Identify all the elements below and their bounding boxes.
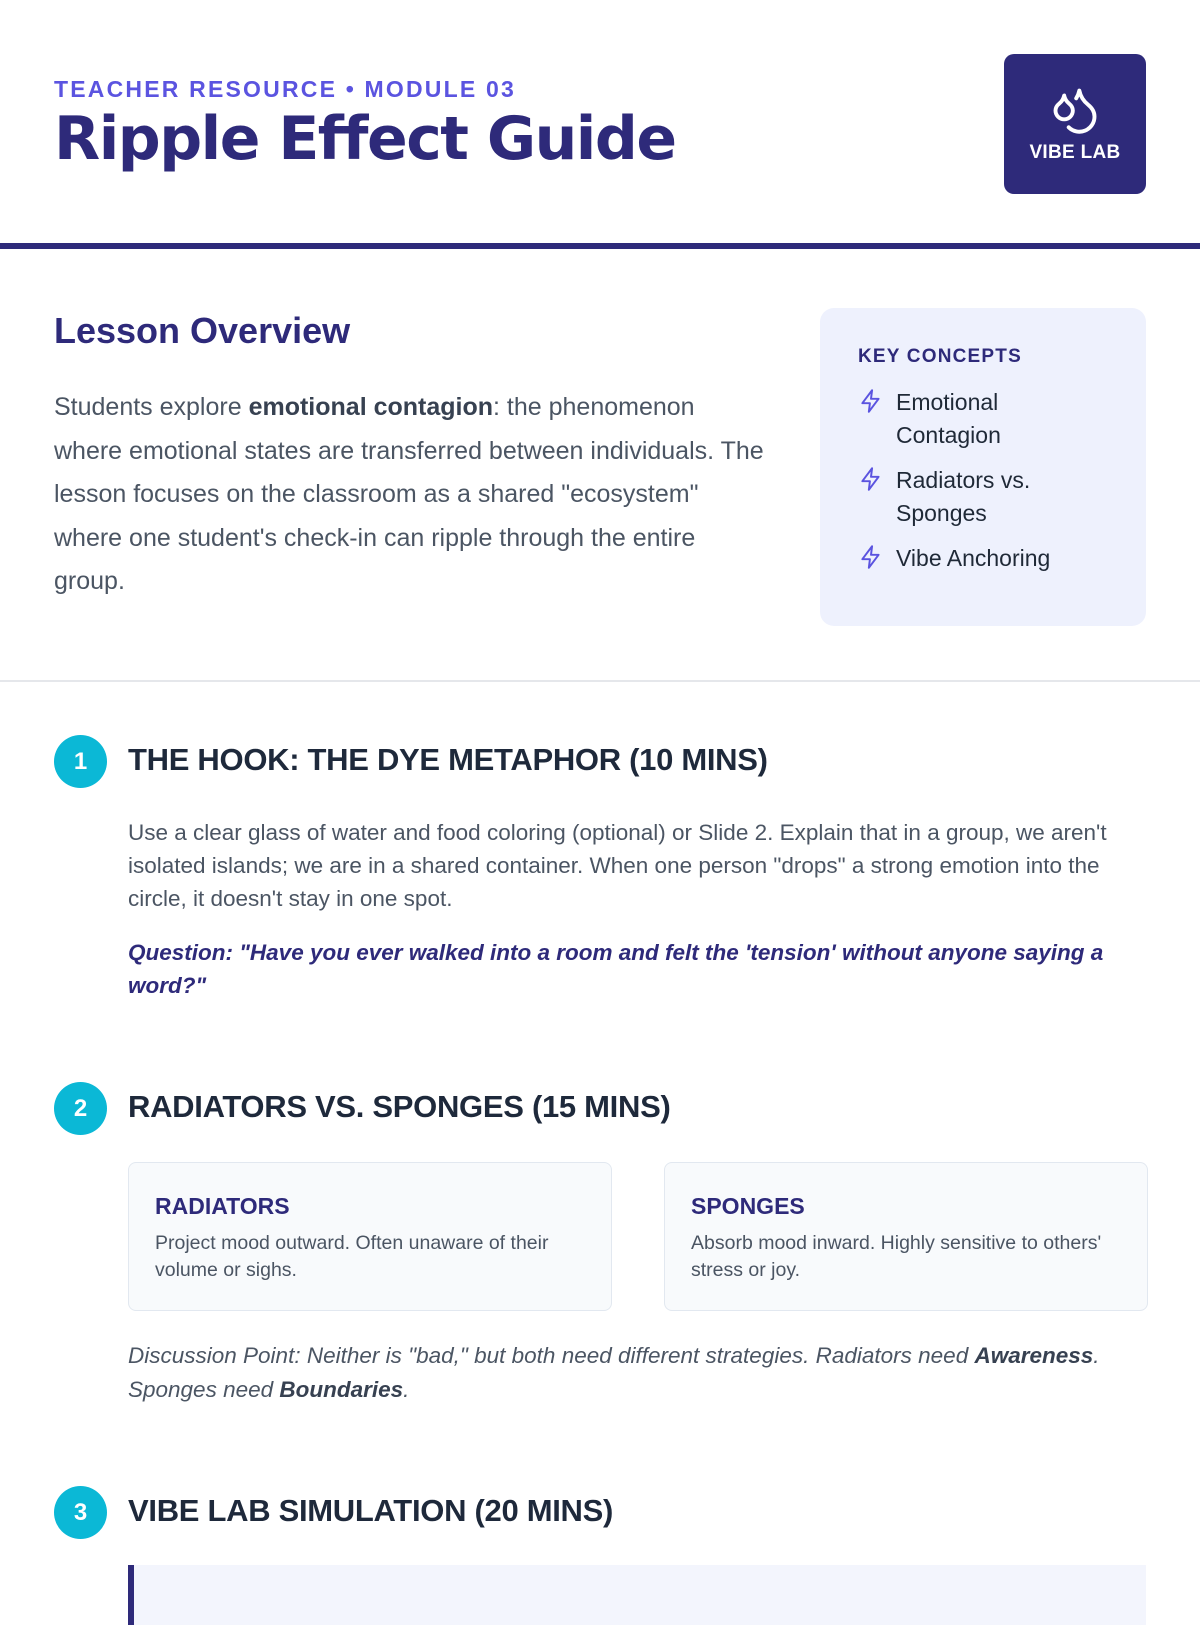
droplets-icon — [1049, 84, 1101, 136]
concept-item — [858, 386, 1108, 452]
concept-label: Vibe Anchoring — [896, 545, 1051, 571]
section-body: Use a clear glass of water and food coloring (optional) or Slide 2. Explain that in a group, we aren't isolated islands; we are in a shared container. When one person "drops" a strong emotion into the circle, it doesn't stay in one spot. — [128, 820, 1107, 911]
module-eyebrow: TEACHER RESOURCE • MODULE 03 — [54, 76, 516, 102]
concept-label: Emotional Contagion — [896, 389, 1001, 448]
simulation-callout-box — [128, 1565, 1146, 1625]
section-divider — [0, 680, 1200, 682]
overview-text-highlight: emotional contagion — [248, 393, 494, 421]
discussion-text: Discussion Point: Neither is "bad," but both need different strategies. Radiators need — [128, 1343, 975, 1368]
lightning-bolt-icon — [858, 466, 884, 492]
lightning-bolt-icon — [858, 388, 884, 414]
discussion-text: . — [403, 1376, 410, 1402]
page-header — [0, 0, 1200, 249]
overview-text — [54, 386, 764, 604]
card-text: Project mood outward. Often unaware of their volume or sighs. — [155, 1232, 549, 1281]
discussion-highlight: Awareness — [974, 1343, 1094, 1368]
logo-label: VIBE LAB — [1029, 142, 1121, 163]
radiators-card — [128, 1162, 612, 1311]
concept-item — [858, 464, 1108, 530]
card-title: RADIATORS — [155, 1193, 290, 1219]
section-title: RADIATORS VS. SPONGES (15 MINS) — [128, 1089, 671, 1124]
lightning-bolt-icon — [858, 544, 884, 570]
section-number-badge: 3 — [54, 1486, 107, 1539]
section-question: Question: "Have you ever walked into a room and felt the 'tension' without anyone saying a word?" — [128, 940, 1104, 998]
overview-text-start: Students explore — [54, 393, 249, 421]
page-title: Ripple Effect Guide — [54, 104, 676, 174]
key-concepts-label: KEY CONCEPTS — [858, 346, 1022, 367]
section-number-badge: 1 — [54, 735, 107, 788]
discussion-point — [128, 1339, 1146, 1406]
discussion-highlight: Boundaries — [279, 1376, 404, 1402]
key-concepts-card — [820, 308, 1146, 626]
section-title: THE HOOK: THE DYE METAPHOR (10 MINS) — [128, 742, 768, 777]
card-title: SPONGES — [691, 1193, 805, 1219]
concept-label: Radiators vs. Sponges — [896, 467, 1031, 526]
concept-item — [858, 542, 1108, 575]
overview-title: Lesson Overview — [54, 310, 351, 351]
card-text: Absorb mood inward. Highly sensitive to others' stress or joy. — [691, 1232, 1102, 1281]
discussion-text: . Sponges need — [128, 1343, 1100, 1402]
overview-text-end: : the phenomenon where emotional states are transferred between individuals. The lesson focuses on the classroom as a shared "ecosystem" where one student's check-in can ripple through the entire group. — [54, 393, 764, 595]
sponges-card — [664, 1162, 1148, 1311]
section-title: VIBE LAB SIMULATION (20 MINS) — [128, 1493, 614, 1528]
vibe-lab-logo — [1004, 54, 1146, 194]
section-number-badge: 2 — [54, 1082, 107, 1135]
